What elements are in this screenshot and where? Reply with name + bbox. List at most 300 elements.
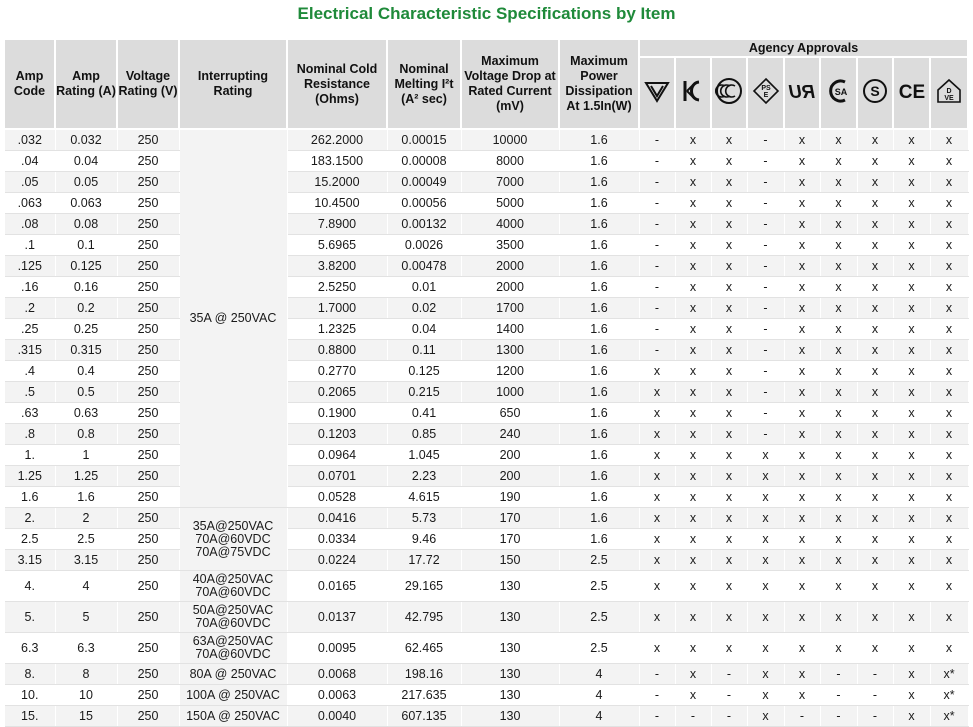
approval-cell: x bbox=[675, 361, 711, 382]
approval-cell: x bbox=[930, 151, 968, 172]
cold-resistance-cell: 0.0701 bbox=[287, 466, 387, 487]
approval-cell: x bbox=[711, 633, 747, 664]
power-dissipation-cell: 1.6 bbox=[559, 382, 639, 403]
power-dissipation-cell: 1.6 bbox=[559, 508, 639, 529]
approval-cell: - bbox=[747, 235, 784, 256]
power-dissipation-cell: 1.6 bbox=[559, 424, 639, 445]
power-dissipation-cell: 1.6 bbox=[559, 151, 639, 172]
approval-cell: - bbox=[675, 706, 711, 727]
approval-cell: x bbox=[893, 256, 930, 277]
approval-cell: x bbox=[820, 214, 857, 235]
amp-rating-cell: 0.25 bbox=[55, 319, 117, 340]
melting-cell: 0.00478 bbox=[387, 256, 461, 277]
approval-cell: x bbox=[784, 298, 820, 319]
cold-resistance-cell: 0.0334 bbox=[287, 529, 387, 550]
approval-cell: x bbox=[820, 424, 857, 445]
interrupting-rating-cell bbox=[179, 633, 287, 664]
interrupting-rating-cell bbox=[179, 602, 287, 633]
approval-cell: x bbox=[893, 445, 930, 466]
svg-text:SA: SA bbox=[834, 87, 847, 97]
approval-cell: x bbox=[820, 172, 857, 193]
amp-code-cell: 8. bbox=[5, 664, 55, 685]
approval-cell: x bbox=[675, 633, 711, 664]
approval-cell: - bbox=[747, 193, 784, 214]
melting-cell: 0.215 bbox=[387, 382, 461, 403]
approval-cell: x bbox=[711, 172, 747, 193]
amp-code-cell: .16 bbox=[5, 277, 55, 298]
approval-cell: x bbox=[711, 256, 747, 277]
approval-cell: - bbox=[711, 685, 747, 706]
agency-icon-cell bbox=[893, 57, 930, 129]
approval-cell: x bbox=[747, 685, 784, 706]
approval-cell: - bbox=[747, 403, 784, 424]
amp-rating-cell: 0.2 bbox=[55, 298, 117, 319]
approval-cell: x bbox=[747, 571, 784, 602]
approval-cell: x bbox=[857, 382, 893, 403]
approval-cell: x bbox=[675, 129, 711, 151]
interrupting-rating-line: 70A@60VDC bbox=[195, 585, 271, 599]
amp-rating-cell: 0.04 bbox=[55, 151, 117, 172]
approval-cell: x bbox=[930, 129, 968, 151]
voltage-drop-cell: 130 bbox=[461, 571, 559, 602]
approval-cell: x bbox=[784, 340, 820, 361]
approval-cell: x bbox=[675, 529, 711, 550]
cold-resistance-cell: 0.0165 bbox=[287, 571, 387, 602]
melting-cell: 0.85 bbox=[387, 424, 461, 445]
approval-cell: x bbox=[857, 340, 893, 361]
voltage-drop-cell: 130 bbox=[461, 664, 559, 685]
approval-cell: x bbox=[857, 466, 893, 487]
melting-cell: 62.465 bbox=[387, 633, 461, 664]
approval-cell: x bbox=[639, 487, 675, 508]
voltage-rating-cell: 250 bbox=[117, 602, 179, 633]
approval-cell: x bbox=[820, 445, 857, 466]
approval-cell: x bbox=[893, 277, 930, 298]
melting-cell: 0.0026 bbox=[387, 235, 461, 256]
table-row bbox=[5, 508, 968, 529]
approval-cell: x bbox=[639, 361, 675, 382]
approval-cell: x bbox=[930, 256, 968, 277]
approval-cell: x bbox=[784, 361, 820, 382]
approval-cell: x bbox=[675, 466, 711, 487]
approval-cell: x bbox=[930, 445, 968, 466]
amp-rating-cell: 0.08 bbox=[55, 214, 117, 235]
approval-cell: x bbox=[784, 466, 820, 487]
approval-cell: x bbox=[784, 664, 820, 685]
approval-cell: x bbox=[857, 277, 893, 298]
approval-cell: x bbox=[784, 256, 820, 277]
approval-cell: x bbox=[711, 550, 747, 571]
approval-cell: x bbox=[857, 529, 893, 550]
table-row bbox=[5, 361, 968, 382]
approval-cell: x bbox=[711, 214, 747, 235]
approval-cell: x bbox=[820, 529, 857, 550]
spec-table bbox=[5, 40, 969, 727]
voltage-rating-cell: 250 bbox=[117, 235, 179, 256]
approval-cell: x bbox=[747, 633, 784, 664]
power-dissipation-cell: 4 bbox=[559, 664, 639, 685]
voltage-rating-cell: 250 bbox=[117, 172, 179, 193]
voltage-rating-cell: 250 bbox=[117, 664, 179, 685]
cold-resistance-cell: 183.1500 bbox=[287, 151, 387, 172]
power-dissipation-cell: 4 bbox=[559, 706, 639, 727]
approval-cell: x bbox=[893, 129, 930, 151]
header-voltage-rating: Voltage Rating (V) bbox=[117, 40, 179, 129]
approval-cell: x bbox=[711, 151, 747, 172]
amp-code-cell: .08 bbox=[5, 214, 55, 235]
table-row bbox=[5, 214, 968, 235]
approval-cell: x bbox=[820, 277, 857, 298]
approval-cell: x bbox=[930, 361, 968, 382]
power-dissipation-cell: 1.6 bbox=[559, 129, 639, 151]
approval-cell: x bbox=[893, 298, 930, 319]
approval-cell: x bbox=[857, 445, 893, 466]
approval-cell: x bbox=[639, 633, 675, 664]
approval-cell: x bbox=[711, 571, 747, 602]
approval-cell: x bbox=[930, 487, 968, 508]
agency-icon-cell bbox=[711, 57, 747, 129]
csa-mark-icon bbox=[825, 77, 853, 105]
svg-text:CE: CE bbox=[898, 82, 925, 103]
amp-rating-cell: 2.5 bbox=[55, 529, 117, 550]
melting-cell: 0.00132 bbox=[387, 214, 461, 235]
svg-text:VE: VE bbox=[944, 95, 954, 102]
interrupting-rating-line: 63A@250VAC bbox=[192, 634, 274, 648]
header-amp-code: Amp Code bbox=[5, 40, 55, 129]
approval-cell: x bbox=[820, 319, 857, 340]
approval-cell: x bbox=[893, 382, 930, 403]
approval-cell: x bbox=[675, 382, 711, 403]
interrupting-rating-line: 70A@60VDC bbox=[195, 616, 271, 630]
approval-cell: - bbox=[639, 685, 675, 706]
header-amp-rating: Amp Rating (A) bbox=[55, 40, 117, 129]
approval-cell: x bbox=[893, 466, 930, 487]
voltage-drop-cell: 10000 bbox=[461, 129, 559, 151]
approval-cell: - bbox=[747, 172, 784, 193]
voltage-drop-cell: 3500 bbox=[461, 235, 559, 256]
voltage-rating-cell: 250 bbox=[117, 214, 179, 235]
voltage-drop-cell: 170 bbox=[461, 529, 559, 550]
approval-cell: x bbox=[711, 129, 747, 151]
cold-resistance-cell: 15.2000 bbox=[287, 172, 387, 193]
approval-cell: x bbox=[820, 633, 857, 664]
approval-cell: x bbox=[747, 466, 784, 487]
approval-cell: x bbox=[675, 571, 711, 602]
approval-cell: x* bbox=[930, 664, 968, 685]
table-row bbox=[5, 445, 968, 466]
power-dissipation-cell: 1.6 bbox=[559, 361, 639, 382]
approval-cell: - bbox=[857, 664, 893, 685]
approval-cell: x bbox=[747, 706, 784, 727]
melting-cell: 0.00015 bbox=[387, 129, 461, 151]
cold-resistance-cell: 0.1900 bbox=[287, 403, 387, 424]
amp-rating-cell: 0.4 bbox=[55, 361, 117, 382]
approval-cell: x bbox=[893, 571, 930, 602]
svg-text:PS: PS bbox=[760, 85, 771, 92]
interrupting-rating-line: 70A@60VDC bbox=[195, 647, 271, 661]
approval-cell: x bbox=[639, 550, 675, 571]
approval-cell: x bbox=[820, 403, 857, 424]
approval-cell: x bbox=[820, 361, 857, 382]
approval-cell: x bbox=[820, 256, 857, 277]
cold-resistance-cell: 5.6965 bbox=[287, 235, 387, 256]
table-row bbox=[5, 256, 968, 277]
power-dissipation-cell: 2.5 bbox=[559, 602, 639, 633]
amp-rating-cell: 1.6 bbox=[55, 487, 117, 508]
approval-cell: x bbox=[893, 633, 930, 664]
approval-cell: x bbox=[711, 319, 747, 340]
approval-cell: x bbox=[675, 508, 711, 529]
amp-code-cell: 3.15 bbox=[5, 550, 55, 571]
interrupting-rating-line: 50A@250VAC bbox=[192, 603, 274, 617]
approval-cell: x bbox=[784, 193, 820, 214]
approval-cell: x bbox=[784, 235, 820, 256]
approval-cell: x bbox=[784, 214, 820, 235]
vde-house-icon bbox=[935, 77, 963, 105]
approval-cell: x bbox=[820, 151, 857, 172]
approval-cell: x bbox=[784, 571, 820, 602]
approval-cell: x bbox=[857, 298, 893, 319]
voltage-rating-cell: 250 bbox=[117, 129, 179, 151]
approval-cell: - bbox=[820, 664, 857, 685]
voltage-drop-cell: 8000 bbox=[461, 151, 559, 172]
approval-cell: x bbox=[784, 550, 820, 571]
approval-cell: x bbox=[857, 602, 893, 633]
cold-resistance-cell: 1.2325 bbox=[287, 319, 387, 340]
approval-cell: x bbox=[893, 319, 930, 340]
approval-cell: - bbox=[639, 706, 675, 727]
approval-cell: - bbox=[747, 361, 784, 382]
header-agency-approvals: Agency Approvals bbox=[639, 40, 968, 57]
approval-cell: - bbox=[639, 256, 675, 277]
approval-cell: x bbox=[747, 508, 784, 529]
approval-cell: x bbox=[675, 685, 711, 706]
approval-cell: x bbox=[784, 319, 820, 340]
amp-code-cell: 15. bbox=[5, 706, 55, 727]
table-row bbox=[5, 550, 968, 571]
approval-cell: x bbox=[820, 193, 857, 214]
amp-code-cell: 2.5 bbox=[5, 529, 55, 550]
approval-cell: - bbox=[639, 193, 675, 214]
approval-cell: x bbox=[893, 361, 930, 382]
voltage-drop-cell: 200 bbox=[461, 445, 559, 466]
table-row bbox=[5, 571, 968, 602]
table-row bbox=[5, 340, 968, 361]
amp-code-cell: .063 bbox=[5, 193, 55, 214]
power-dissipation-cell: 1.6 bbox=[559, 403, 639, 424]
melting-cell: 0.01 bbox=[387, 277, 461, 298]
cold-resistance-cell: 0.2065 bbox=[287, 382, 387, 403]
power-dissipation-cell: 1.6 bbox=[559, 529, 639, 550]
approval-cell: x bbox=[675, 340, 711, 361]
melting-cell: 9.46 bbox=[387, 529, 461, 550]
agency-icon-cell bbox=[639, 57, 675, 129]
amp-code-cell: 1.25 bbox=[5, 466, 55, 487]
voltage-rating-cell: 250 bbox=[117, 550, 179, 571]
kc-mark-icon bbox=[679, 77, 707, 105]
approval-cell: - bbox=[857, 685, 893, 706]
approval-cell: x bbox=[675, 602, 711, 633]
cold-resistance-cell: 1.7000 bbox=[287, 298, 387, 319]
approval-cell: - bbox=[857, 706, 893, 727]
amp-code-cell: .05 bbox=[5, 172, 55, 193]
amp-code-cell: 5. bbox=[5, 602, 55, 633]
voltage-rating-cell: 250 bbox=[117, 340, 179, 361]
approval-cell: x bbox=[857, 571, 893, 602]
interrupting-rating-cell: 100A @ 250VAC bbox=[179, 685, 287, 706]
header-melting: Nominal Melting I²t (A² sec) bbox=[387, 40, 461, 129]
cold-resistance-cell: 0.0224 bbox=[287, 550, 387, 571]
approval-cell: x bbox=[675, 487, 711, 508]
voltage-drop-cell: 4000 bbox=[461, 214, 559, 235]
melting-cell: 42.795 bbox=[387, 602, 461, 633]
amp-rating-cell: 0.16 bbox=[55, 277, 117, 298]
svg-text:S: S bbox=[870, 83, 880, 99]
approval-cell: x bbox=[857, 151, 893, 172]
power-dissipation-cell: 4 bbox=[559, 685, 639, 706]
approval-cell: x bbox=[930, 602, 968, 633]
table-row bbox=[5, 172, 968, 193]
approval-cell: - bbox=[639, 129, 675, 151]
amp-code-cell: .63 bbox=[5, 403, 55, 424]
approval-cell: x bbox=[820, 550, 857, 571]
voltage-drop-cell: 650 bbox=[461, 403, 559, 424]
voltage-drop-cell: 130 bbox=[461, 685, 559, 706]
approval-cell: - bbox=[747, 151, 784, 172]
approval-cell: x bbox=[857, 487, 893, 508]
voltage-drop-cell: 1200 bbox=[461, 361, 559, 382]
approval-cell: x bbox=[675, 319, 711, 340]
amp-code-cell: .4 bbox=[5, 361, 55, 382]
amp-rating-cell: 0.63 bbox=[55, 403, 117, 424]
melting-cell: 29.165 bbox=[387, 571, 461, 602]
approval-cell: x bbox=[930, 382, 968, 403]
approval-cell: - bbox=[747, 277, 784, 298]
voltage-rating-cell: 250 bbox=[117, 466, 179, 487]
approval-cell: x bbox=[930, 466, 968, 487]
approval-cell: x bbox=[784, 424, 820, 445]
approval-cell: x bbox=[675, 664, 711, 685]
approval-cell: x bbox=[747, 529, 784, 550]
power-dissipation-cell: 1.6 bbox=[559, 214, 639, 235]
table-row bbox=[5, 129, 968, 151]
approval-cell: x bbox=[784, 403, 820, 424]
approval-cell: x bbox=[675, 256, 711, 277]
melting-cell: 0.11 bbox=[387, 340, 461, 361]
cold-resistance-cell: 10.4500 bbox=[287, 193, 387, 214]
amp-code-cell: 6.3 bbox=[5, 633, 55, 664]
approval-cell: x bbox=[820, 340, 857, 361]
voltage-drop-cell: 5000 bbox=[461, 193, 559, 214]
approval-cell: x bbox=[784, 633, 820, 664]
svg-text:E: E bbox=[763, 92, 768, 99]
approval-cell: x* bbox=[930, 706, 968, 727]
voltage-rating-cell: 250 bbox=[117, 256, 179, 277]
approval-cell: x bbox=[820, 298, 857, 319]
page-title: Electrical Characteristic Specifications by Item bbox=[297, 4, 676, 23]
pse-diamond-icon bbox=[752, 77, 780, 105]
approval-cell: x bbox=[857, 361, 893, 382]
amp-rating-cell: 4 bbox=[55, 571, 117, 602]
amp-code-cell: 4. bbox=[5, 571, 55, 602]
approval-cell: x bbox=[857, 550, 893, 571]
approval-cell: x bbox=[639, 445, 675, 466]
approval-cell: x bbox=[784, 277, 820, 298]
amp-code-cell: .315 bbox=[5, 340, 55, 361]
approval-cell: x bbox=[711, 277, 747, 298]
amp-rating-cell: 10 bbox=[55, 685, 117, 706]
approval-cell: x bbox=[857, 319, 893, 340]
approval-cell: x bbox=[675, 403, 711, 424]
melting-cell: 0.125 bbox=[387, 361, 461, 382]
approval-cell: x bbox=[784, 685, 820, 706]
voltage-drop-cell: 150 bbox=[461, 550, 559, 571]
voltage-rating-cell: 250 bbox=[117, 685, 179, 706]
approval-cell: x bbox=[930, 403, 968, 424]
voltage-rating-cell: 250 bbox=[117, 445, 179, 466]
table-row bbox=[5, 706, 968, 727]
power-dissipation-cell: 1.6 bbox=[559, 193, 639, 214]
table-row bbox=[5, 403, 968, 424]
approval-cell: x bbox=[639, 382, 675, 403]
agency-icon-cell bbox=[930, 57, 968, 129]
amp-rating-cell: 0.1 bbox=[55, 235, 117, 256]
approval-cell: x bbox=[893, 529, 930, 550]
amp-code-cell: .1 bbox=[5, 235, 55, 256]
approval-cell: x bbox=[857, 424, 893, 445]
approval-cell: x bbox=[893, 685, 930, 706]
agency-icon-cell bbox=[784, 57, 820, 129]
table-row bbox=[5, 664, 968, 685]
cold-resistance-cell: 0.0416 bbox=[287, 508, 387, 529]
approval-cell: x bbox=[820, 571, 857, 602]
cold-resistance-cell: 262.2000 bbox=[287, 129, 387, 151]
approval-cell: x bbox=[857, 508, 893, 529]
table-row bbox=[5, 424, 968, 445]
table-row bbox=[5, 193, 968, 214]
voltage-drop-cell: 170 bbox=[461, 508, 559, 529]
table-row bbox=[5, 382, 968, 403]
approval-cell: x bbox=[857, 129, 893, 151]
power-dissipation-cell: 1.6 bbox=[559, 172, 639, 193]
melting-cell: 0.00056 bbox=[387, 193, 461, 214]
approval-cell: x bbox=[784, 529, 820, 550]
approval-cell: - bbox=[639, 214, 675, 235]
power-dissipation-cell: 1.6 bbox=[559, 235, 639, 256]
approval-cell: x bbox=[711, 403, 747, 424]
approval-cell: x bbox=[893, 151, 930, 172]
table-row bbox=[5, 466, 968, 487]
amp-code-cell: .2 bbox=[5, 298, 55, 319]
interrupting-rating-line: 70A@60VDC bbox=[195, 531, 271, 546]
amp-rating-cell: 0.8 bbox=[55, 424, 117, 445]
approval-cell: x bbox=[639, 529, 675, 550]
melting-cell: 1.045 bbox=[387, 445, 461, 466]
approval-cell: - bbox=[747, 319, 784, 340]
table-row bbox=[5, 298, 968, 319]
approval-cell: x bbox=[675, 445, 711, 466]
voltage-rating-cell: 250 bbox=[117, 706, 179, 727]
approval-cell: - bbox=[639, 340, 675, 361]
approval-cell: x bbox=[675, 277, 711, 298]
cold-resistance-cell: 7.8900 bbox=[287, 214, 387, 235]
approval-cell: x bbox=[857, 403, 893, 424]
amp-code-cell: .25 bbox=[5, 319, 55, 340]
approval-cell: x bbox=[639, 602, 675, 633]
melting-cell: 0.02 bbox=[387, 298, 461, 319]
amp-code-cell: .04 bbox=[5, 151, 55, 172]
vde-triangle-icon bbox=[643, 77, 671, 105]
